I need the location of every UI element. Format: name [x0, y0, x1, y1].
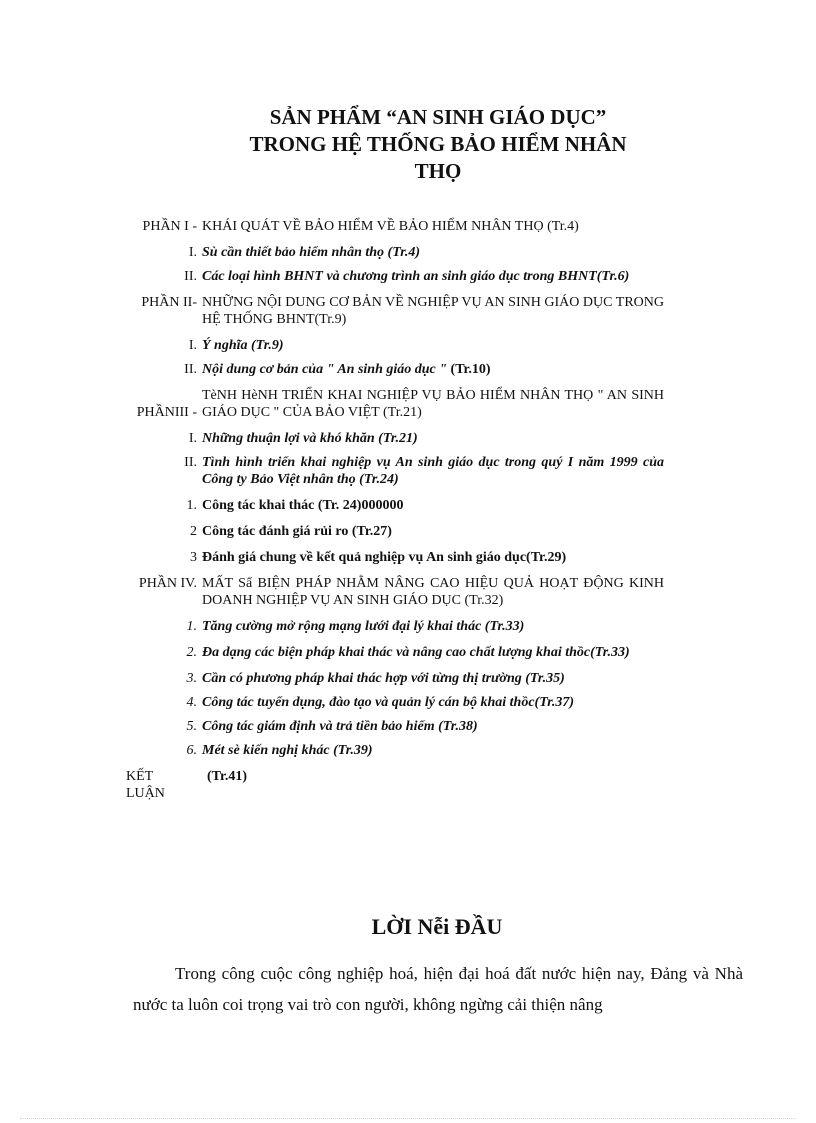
toc-item — [118, 618, 678, 635]
toc-text: Đa dạng các biện pháp khai thác và nâng cao chất lượng khai thồc(Tr.33) — [202, 645, 630, 660]
toc-text: Tình hình triển khai nghiệp vụ An sinh giáo dục trong quý I năm 1999 của Công ty Bảo Việt nhân thọ (Tr.24) — [202, 455, 664, 487]
toc-text-main: Nội dung cơ bản của " An sinh giáo dục " — [202, 362, 448, 377]
toc-label: I. — [188, 431, 197, 446]
toc-label: PHẦN I - — [142, 219, 197, 234]
toc-text: Ý nghĩa (Tr.9) — [202, 338, 284, 353]
toc-part-1 — [118, 218, 678, 235]
toc-label: 4. — [186, 695, 197, 710]
toc-text: Những thuận lợi và khó khăn (Tr.21) — [202, 431, 418, 446]
toc-label: 6. — [186, 743, 197, 758]
toc-text: Sù cần thiết bảo hiểm nhân thọ (Tr.4) — [202, 245, 421, 260]
toc-label: KẾT LUẬN — [126, 769, 165, 801]
toc-conclusion — [118, 768, 678, 802]
toc-text: Cần có phương pháp khai thác hợp với từng thị trường (Tr.35) — [202, 671, 565, 686]
document-title — [200, 104, 676, 185]
toc-label: II. — [184, 455, 197, 470]
toc-label: I. — [188, 245, 197, 260]
intro-paragraph: Trong công cuộc công nghiệp hoá, hiện đại hoá đất nước hiện nay, Đảng và Nhà nước ta luôn coi trọng vai trò con người, không ngừng cải thiện nâng — [133, 964, 743, 1014]
toc-text: Tăng cường mở rộng mạng lưới đại lý khai thác (Tr.33) — [202, 619, 525, 634]
toc-label: 1. — [186, 619, 197, 634]
toc-part-4 — [118, 575, 678, 609]
toc-label: 2. — [186, 645, 197, 660]
toc-text: (Tr.41) — [207, 769, 248, 784]
toc-label: II. — [184, 269, 197, 284]
toc-item — [118, 244, 678, 261]
toc-label: PHẦN IV. — [138, 576, 197, 591]
page-bottom-rule — [20, 1118, 796, 1119]
toc-text: Công tác tuyển dụng, đào tạo và quản lý cán bộ khai thồc(Tr.37) — [202, 695, 575, 710]
toc-item — [118, 430, 678, 447]
table-of-contents — [118, 218, 678, 811]
toc-text: MẤT Sẩ BIỆN PHÁP NHẰM NÂNG CAO HIỆU QUẢ HOẠT ĐỘNG KINH DOANH NGHIỆP VỤ AN SINH GIÁO DỤC (Tr.32) — [202, 576, 664, 608]
toc-subitem — [118, 549, 678, 566]
toc-part-3 — [118, 387, 678, 421]
toc-item — [118, 694, 678, 711]
toc-item — [118, 670, 678, 687]
toc-item — [118, 337, 678, 354]
toc-text — [202, 361, 664, 378]
toc-label: 1. — [186, 498, 197, 513]
toc-text: Công tác giám định và trả tiền bảo hiểm (Tr.38) — [202, 719, 478, 734]
toc-page-ref: (Tr.10) — [450, 362, 491, 377]
toc-item — [118, 361, 678, 378]
toc-item — [118, 644, 678, 661]
toc-text: Công tác khai thác (Tr. 24)000000 — [202, 498, 404, 513]
toc-label: I. — [188, 338, 197, 353]
toc-part-2 — [118, 294, 678, 328]
toc-item — [118, 268, 678, 285]
toc-text: Đánh giá chung về kết quả nghiệp vụ An sinh giáo dục(Tr.29) — [202, 550, 567, 565]
title-line-3: THỌ — [414, 159, 462, 183]
toc-text: KHÁI QUÁT VỀ BẢO HIỂM VỀ BẢO HIỂM NHÂN THỌ (Tr.4) — [202, 219, 579, 234]
toc-text: Mét sè kiến nghị khác (Tr.39) — [202, 743, 373, 758]
title-line-2: TRONG HỆ THỐNG BẢO HIỂM NHÂN — [249, 132, 627, 156]
toc-text: Các loại hình BHNT và chương trình an sinh giáo dục trong BHNT(Tr.6) — [202, 269, 630, 284]
toc-item — [118, 454, 678, 488]
toc-text: Công tác đánh giá rủi ro (Tr.27) — [202, 524, 392, 539]
toc-item — [118, 718, 678, 735]
toc-subitem — [118, 497, 678, 514]
toc-label: PHẦN II- — [141, 295, 197, 310]
toc-label: 5. — [186, 719, 197, 734]
toc-label: II. — [184, 362, 197, 377]
toc-text: TèNH HèNH TRIỂN KHAI NGHIỆP VỤ BẢO HIỂM NHÂN THỌ " AN SINH GIÁO DỤC " CỦA BẢO VIỆT (Tr.21) — [202, 388, 664, 420]
section-heading: LỜI Nễi ĐẦU — [371, 914, 503, 939]
title-line-1: SẢN PHẨM “AN SINH GIÁO DỤC” — [269, 105, 607, 129]
toc-label: 2 — [190, 524, 197, 539]
toc-label: PHẦNIII - — [136, 405, 197, 420]
toc-subitem — [118, 523, 678, 540]
toc-label: 3. — [186, 671, 197, 686]
toc-item — [118, 742, 678, 759]
toc-text: NHỮNG NỘI DUNG CƠ BẢN VỀ NGHIỆP VỤ AN SINH GIÁO DỤC TRONG HỆ THỐNG BHNT(Tr.9) — [202, 295, 664, 327]
toc-label: 3 — [190, 550, 197, 565]
